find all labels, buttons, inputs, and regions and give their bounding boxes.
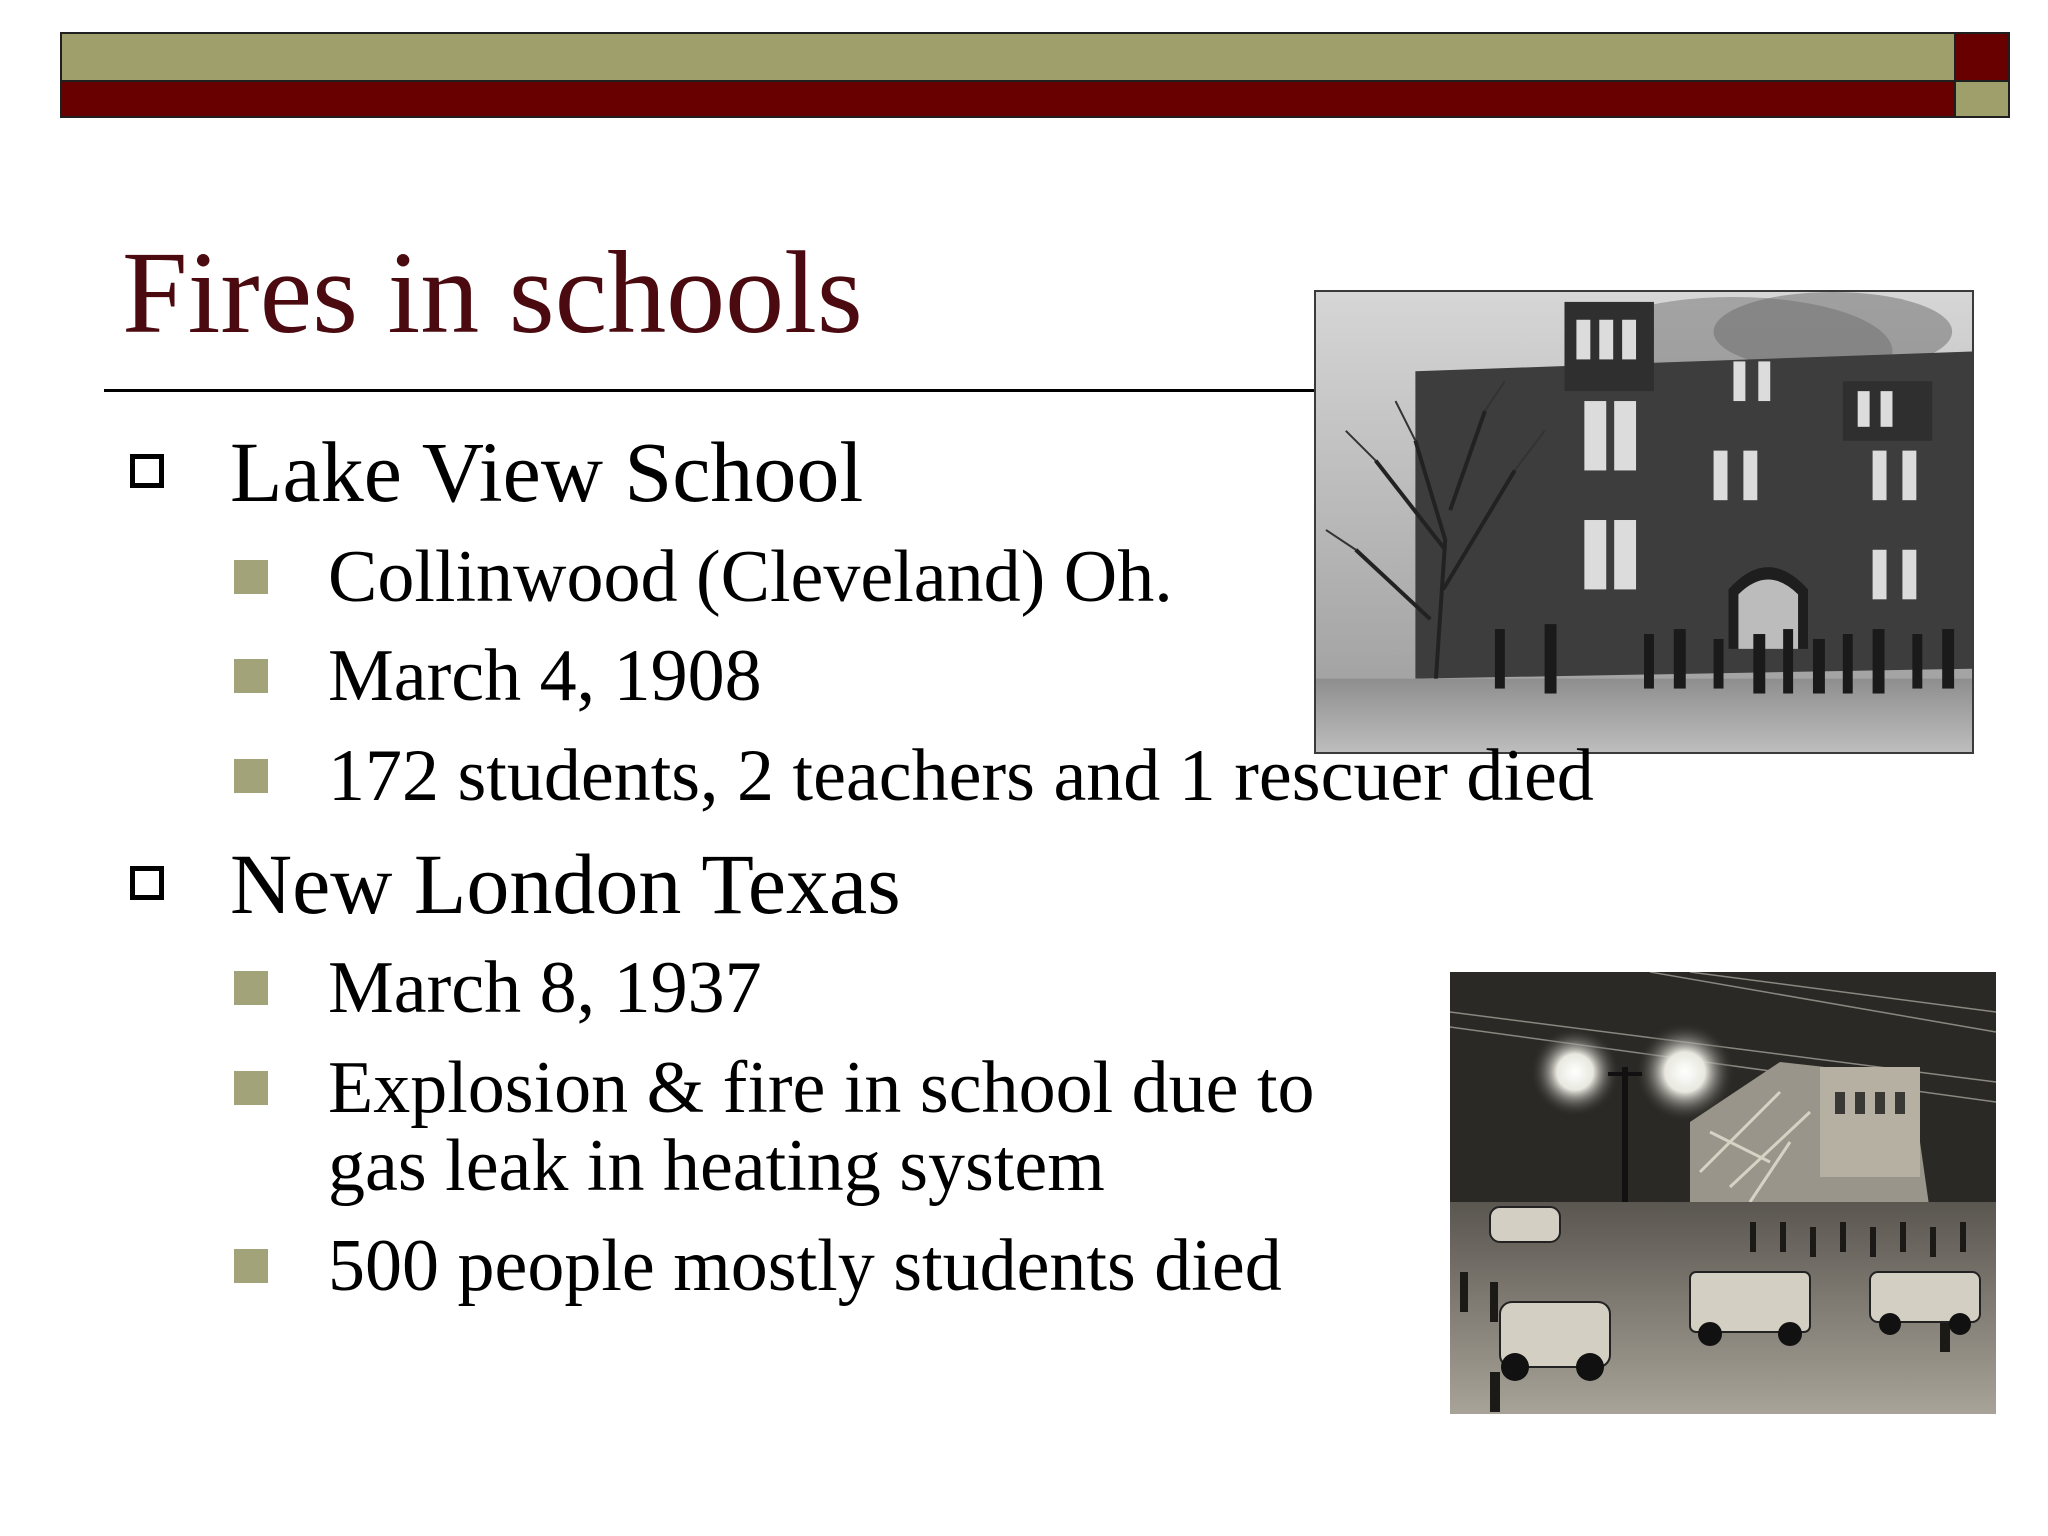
item-collinwood: Collinwood (Cleveland) Oh. (328, 536, 1173, 618)
lakeview-school-photo (1314, 290, 1974, 754)
banner-olive-bar (60, 32, 1956, 82)
section-bullet-square (130, 866, 164, 900)
item-date-1937: March 8, 1937 (328, 947, 762, 1029)
item-bullet-square (234, 759, 268, 793)
item-bullet-square (234, 560, 268, 594)
section-heading-newlondon: New London Texas (230, 836, 901, 932)
banner-maroon-bar (60, 80, 1956, 118)
item-bullet-square (234, 1071, 268, 1105)
slide-title: Fires in schools (122, 227, 863, 358)
new-london-photo (1450, 972, 1996, 1414)
item-bullet-square (234, 971, 268, 1005)
section-heading-lakeview: Lake View School (230, 424, 864, 520)
item-casualties-lakeview: 172 students, 2 teachers and 1 rescuer died (328, 735, 1594, 817)
item-explosion-cause-line1: Explosion & fire in school due to (328, 1047, 1315, 1129)
item-bullet-square (234, 1249, 268, 1283)
item-explosion-cause-line2: gas leak in heating system (328, 1125, 1105, 1207)
banner-olive-square (1954, 80, 2010, 118)
item-date-1908: March 4, 1908 (328, 635, 762, 717)
top-banner (60, 32, 2010, 118)
item-bullet-square (234, 659, 268, 693)
banner-maroon-square (1954, 32, 2010, 82)
section-bullet-square (130, 454, 164, 488)
item-casualties-newlondon: 500 people mostly students died (328, 1225, 1282, 1307)
title-divider (104, 389, 1324, 392)
